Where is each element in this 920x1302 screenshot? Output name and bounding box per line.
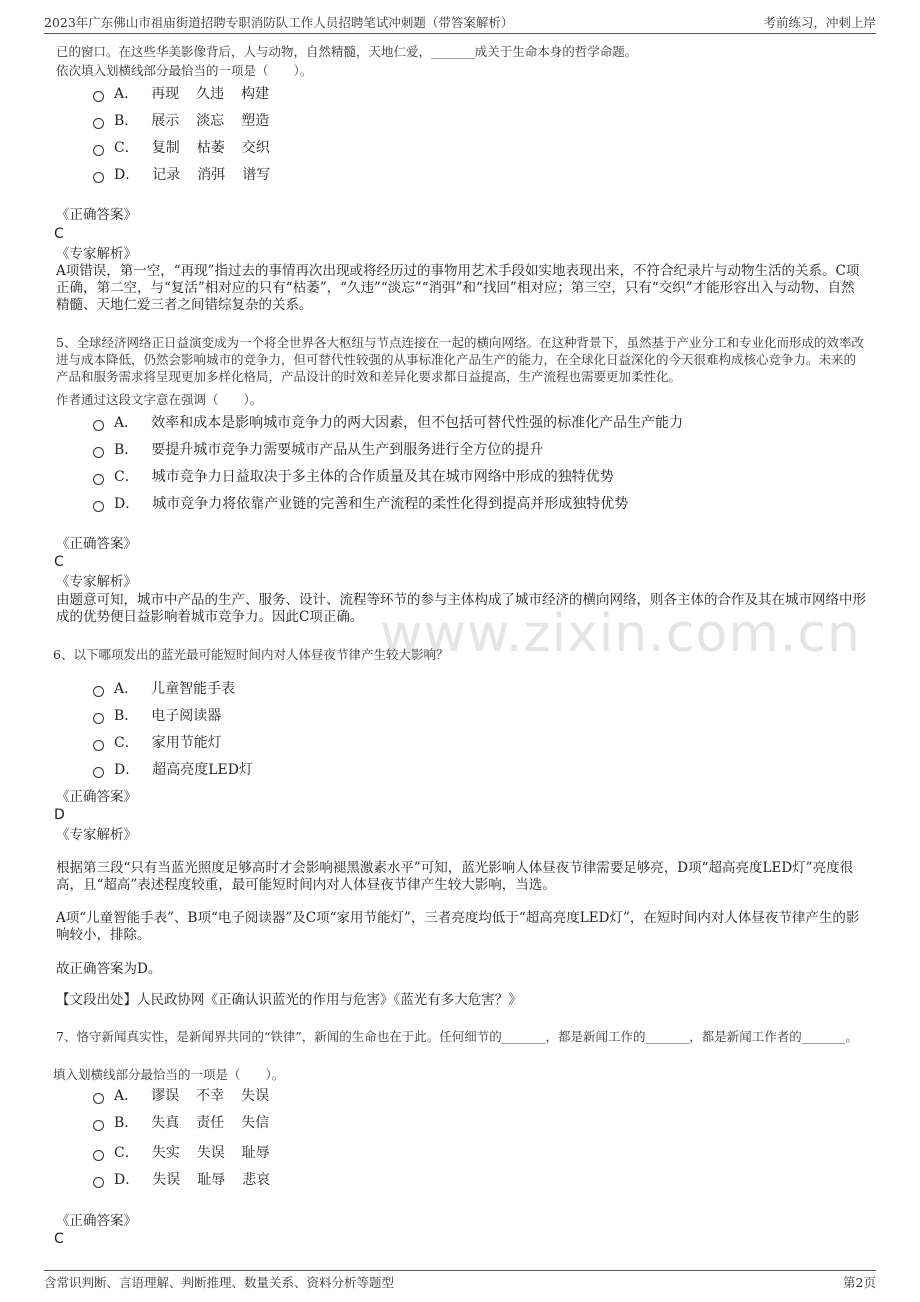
q7-option-b[interactable]: B． 失真 责任 失信 [93, 1111, 286, 1133]
q5-option-d[interactable]: D． 城市竞争力将依靠产业链的完善和生产流程的柔性化得到提高并形成独特优势 [93, 492, 628, 514]
q5-analysis-label: 《专家解析》 [56, 574, 137, 590]
radio-icon[interactable] [93, 91, 104, 102]
q7-option-d[interactable]: D． 失误 耻辱 悲哀 [93, 1168, 287, 1190]
header-rule [44, 33, 876, 34]
radio-icon[interactable] [93, 172, 104, 183]
radio-icon[interactable] [93, 474, 104, 485]
q5-prompt: 作者通过这段文字意在强调（ ）。 [56, 392, 263, 407]
q6-answer: D [54, 807, 65, 823]
q6-analysis-3: 故正确答案为D。 [56, 961, 162, 977]
q4-analysis-label: 《专家解析》 [56, 246, 137, 262]
radio-icon[interactable] [93, 447, 104, 458]
q6-stem: 6、以下哪项发出的蓝光最可能短时间内对人体昼夜节律产生较大影响？ [53, 647, 449, 662]
q4-option-c[interactable]: C． 复制 枯萎 交织 [93, 136, 287, 158]
q6-option-b[interactable]: B． 电子阅读器 [93, 704, 221, 726]
q7-answer-label: 《正确答案》 [56, 1213, 137, 1229]
q4-prompt: 依次填入划横线部分最恰当的一项是（ ）。 [56, 63, 313, 78]
q5-analysis: 由题意可知，城市中产品的生产、服务、设计、流程等环节的参与主体构成了城市经济的横向网络，则各主体的合作及其在城市网络中形成的优势便日益影响着城市竞争力。因此C项正确。 [56, 592, 866, 625]
radio-icon[interactable] [93, 686, 104, 697]
radio-icon[interactable] [93, 1177, 104, 1188]
q5-answer-label: 《正确答案》 [56, 536, 137, 552]
radio-icon[interactable] [93, 118, 104, 129]
radio-icon[interactable] [93, 145, 104, 156]
q7-stem: 7、恪守新闻真实性，是新闻界共同的“铁律”，新闻的生命也在于此。任何细节的_______，都是新闻工作的_______，都是新闻工作者的_______。 [56, 1029, 858, 1044]
q6-source: 【文段出处】人民政协网《正确认识蓝光的作用与危害》《蓝光有多大危害？》 [56, 992, 522, 1008]
q4-stem-tail: 已的窗口。在这些华美影像背后，人与动物，自然精髓，天地仁爱，_______成关于生命本身的哲学命题。 [56, 44, 638, 59]
page-footer-left: 含常识判断、言语理解、判断推理、数量关系、资料分析等题型 [44, 1275, 395, 1290]
radio-icon[interactable] [93, 501, 104, 512]
q5-answer: C [54, 554, 64, 570]
q6-option-c[interactable]: C． 家用节能灯 [93, 731, 222, 753]
radio-icon[interactable] [93, 420, 104, 431]
page-header-right: 考前练习，冲刺上岸 [763, 15, 876, 30]
q4-answer-label: 《正确答案》 [56, 207, 137, 223]
radio-icon[interactable] [93, 1120, 104, 1131]
q4-option-d[interactable]: D． 记录 消弭 谱写 [93, 163, 287, 185]
q7-option-a[interactable]: A． 谬误 不幸 失误 [93, 1084, 286, 1106]
radio-icon[interactable] [93, 740, 104, 751]
q7-option-c[interactable]: C． 失实 失误 耻辱 [93, 1141, 287, 1163]
q6-option-a[interactable]: A． 儿童智能手表 [93, 677, 235, 699]
page-number: 第2页 [843, 1275, 876, 1290]
q5-option-b[interactable]: B． 要提升城市竞争力需要城市产品从生产到服务进行全方位的提升 [93, 438, 543, 460]
q6-answer-label: 《正确答案》 [56, 789, 137, 805]
footer-rule [44, 1270, 876, 1271]
radio-icon[interactable] [93, 1093, 104, 1104]
radio-icon[interactable] [93, 713, 104, 724]
q5-option-c[interactable]: C． 城市竞争力日益取决于多主体的合作质量及其在城市网络中形成的独特优势 [93, 465, 614, 487]
q6-analysis-1: 根据第三段“只有当蓝光照度足够高时才会影响褪黑激素水平”可知，蓝光影响人体昼夜节律需要足够亮，D项“超高亮度LED灯”亮度很高，且“超高”表述程度较重，最可能短时间内对人体昼夜节律产生较大影响，当选。 [56, 860, 854, 893]
q4-answer: C [54, 226, 64, 242]
q6-option-d[interactable]: D． 超高亮度LED灯 [93, 758, 253, 780]
q7-prompt: 填入划横线部分最恰当的一项是（ ）。 [53, 1067, 285, 1082]
watermark: www.zixin.com.cn [380, 604, 861, 664]
q7-answer: C [54, 1231, 64, 1247]
q4-analysis: A项错误，第一空，“再现”指过去的事情再次出现或将经历过的事物用艺术手段如实地表现出来，不符合纪录片与动物生活的关系。C项正确，第二空，与“复活”相对应的只有“枯萎”，“久违”“淡忘”“消弭”和“找回”相对应；第三空，只有“交织”才能形容出入与动物、自然精髓、天地仁爱三者之间错综复杂的关系。 [56, 263, 860, 313]
radio-icon[interactable] [93, 767, 104, 778]
q5-stem: 5、全球经济网络正日益演变成为一个将全世界各大枢纽与节点连接在一起的横向网络。在这种背景下，虽然基于产业分工和专业化而形成的效率改进与成本降低，仍然会影响城市的竞争力，但可替代性较强的从事标准化产品生产的能力，在全球化日益深化的今天很难构成核心竞争力。未来的产品和服务需求将呈现更加多样化格局，产品设计的时效和差异化要求都日益提高，生产流程也需要更加柔性化。 [56, 335, 864, 384]
radio-icon[interactable] [93, 1150, 104, 1161]
q4-option-b[interactable]: B． 展示 淡忘 塑造 [93, 109, 286, 131]
q6-analysis-label: 《专家解析》 [56, 827, 137, 843]
q6-analysis-2: A项“儿童智能手表”、B项“电子阅读器”及C项“家用节能灯”，三者亮度均低于“超高亮度LED灯”，在短时间内对人体昼夜节律产生的影响较小，排除。 [56, 910, 860, 943]
page-header-title: 2023年广东佛山市祖庙街道招聘专职消防队工作人员招聘笔试冲刺题（带答案解析） [44, 15, 514, 30]
q4-option-a[interactable]: A． 再现 久违 构建 [93, 82, 286, 104]
q5-option-a[interactable]: A． 效率和成本是影响城市竞争力的两大因素，但不包括可替代性强的标准化产品生产能力 [93, 411, 683, 433]
